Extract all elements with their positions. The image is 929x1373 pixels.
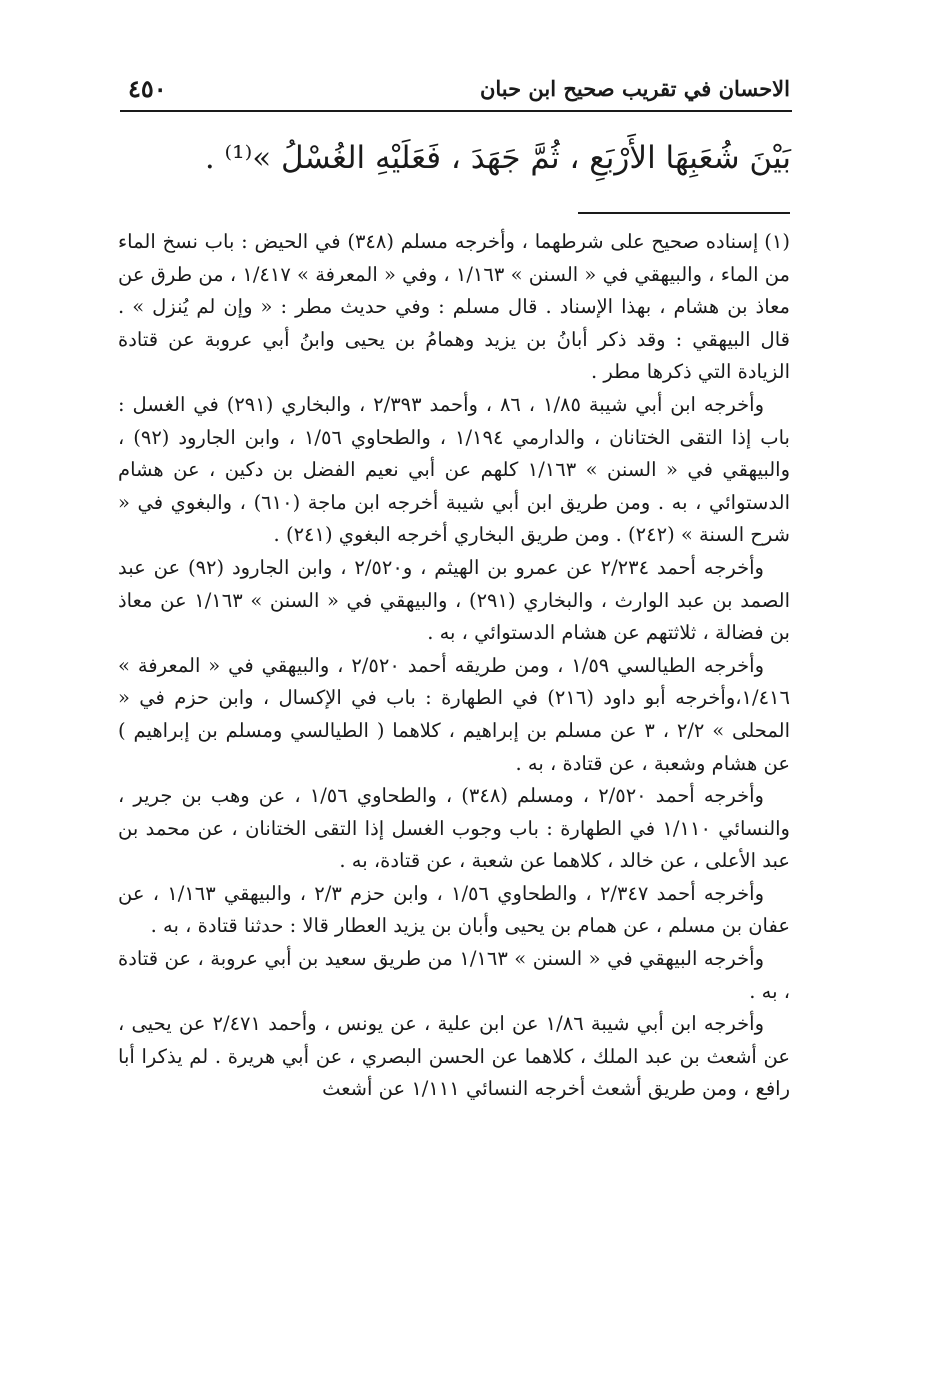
- footnote-paragraph: وأخرجه أحمد ٢/٥٢٠ ، ومسلم (٣٤٨) ، والطحاوي ١/٥٦ ، عن وهب بن جرير ، والنسائي ١/١١٠ في الطهارة : باب وجوب الغسل إذا التقى الختانان ، عن محمد بن عبد الأعلى ، عن خالد ، كلاهما عن شعبة ، عن قتادة، به .: [118, 784, 790, 873]
- footnote-paragraph: وأخرجه أحمد ٢/٣٤٧ ، والطحاوي ١/٥٦ ، وابن حزم ٢/٣ ، والبيهقي ١/١٦٣ ، عن عفان بن مسلم ، عن همام بن يحيى وأبان بن يزيد العطار قالا : حدثنا قتادة ، به .: [118, 881, 790, 938]
- footnote-marker: (١): [764, 230, 790, 253]
- running-header: [120, 72, 790, 108]
- footnote-paragraph: وأخرجه الطيالسي ١/٥٩ ، ومن طريقه أحمد ٢/٥٢٠ ، والبيهقي في « المعرفة » ١/٤١٦،وأخرجه أبو داود (٢١٦) في الطهارة : باب في الإكسال ، وابن حزم في « المحلى » ٢/٢ ، ٣ عن مسلم بن إبراهيم ، كلاهما ( الطيالسي ومسلم بن إبراهيم ) عن هشام وشعبة ، عن قتادة ، به .: [118, 653, 790, 775]
- header-divider: [120, 110, 792, 112]
- footnote-paragraph: وأخرجه أحمد ٢/٢٣٤ عن عمرو بن الهيثم ، و٢/٥٢٠ ، وابن الجارود (٩٢) عن عبد الصمد بن عبد الوارث ، والبخاري (٢٩١) ، والبيهقي في « السنن » ١/١٦٣ عن معاذ بن فضالة ، ثلاثتهم عن هشام الدستوائي ، به .: [118, 555, 790, 645]
- footnote-divider: [578, 212, 790, 214]
- footnote-paragraph: وأخرجه ابن أبي شيبة ١/٨٥ ، ٨٦ ، وأحمد ٢/٣٩٣ ، والبخاري (٢٩١) في الغسل : باب إذا التقى الختانان ، والدارمي ١/١٩٤ ، والطحاوي ١/٥٦ ، وابن الجارود (٩٢) ، والبيهقي في « السنن » ١/١٦٣ كلهم عن أبي نعيم الفضل بن دكين ، عن هشام الدستوائي ، به . ومن طريق ابن أبي شيبة أخرجه ابن ماجة (٦١٠) ، والبغوي في « شرح السنة » (٢٤٢) . ومن طريق البخاري أخرجه البغوي (٢٤١) .: [118, 392, 790, 547]
- footnotes-block: [118, 226, 790, 1106]
- footnote-paragraph: وأخرجه ابن أبي شيبة ١/٨٦ عن ابن علية ، عن يونس ، وأحمد ٢/٤٧١ عن يحيى ، عن أشعث بن عبد الملك ، كلاهما عن الحسن البصري ، عن أبي هريرة . لم يذكرا أبا رافع ، ومن طريق أشعث أخرجه النسائي ١/١١١ عن أشعث: [118, 1012, 790, 1101]
- page-number: ٤٥٠: [128, 74, 167, 103]
- hadith-text-line: بَيْنَ شُعَبِهَا الأَرْبَعِ ، ثُمَّ جَهَدَ ، فَعَلَيْهِ الغُسْلُ »⁽¹⁾ .: [204, 140, 791, 176]
- footnote-paragraph: وأخرجه البيهقي في « السنن » ١/١٦٣ من طريق سعيد بن أبي عروبة ، عن قتادة ، به .: [118, 947, 790, 1003]
- book-title: الاحسان في تقريب صحيح ابن حبان: [479, 76, 790, 101]
- footnote-text: إسناده صحيح على شرطهما ، وأخرجه مسلم (٣٤٨) في الحيض : باب نسخ الماء من الماء ، والبيهقي في « السنن » ١/١٦٣ ، وفي « المعرفة » ١/٤١٧ ، من طرق عن معاذ بن هشام ، بهذا الإسناد . قال مسلم : وفي حديث مطر : « وإن لم يُنزل » . قال البيهقي : وقد ذكر أبانُ بن يزيد وهمامُ بن يحيى وابنُ أبي عروبة عن قتادة الزيادة التي ذكرها مطر .: [118, 230, 790, 384]
- footnote-paragraph: [118, 226, 790, 389]
